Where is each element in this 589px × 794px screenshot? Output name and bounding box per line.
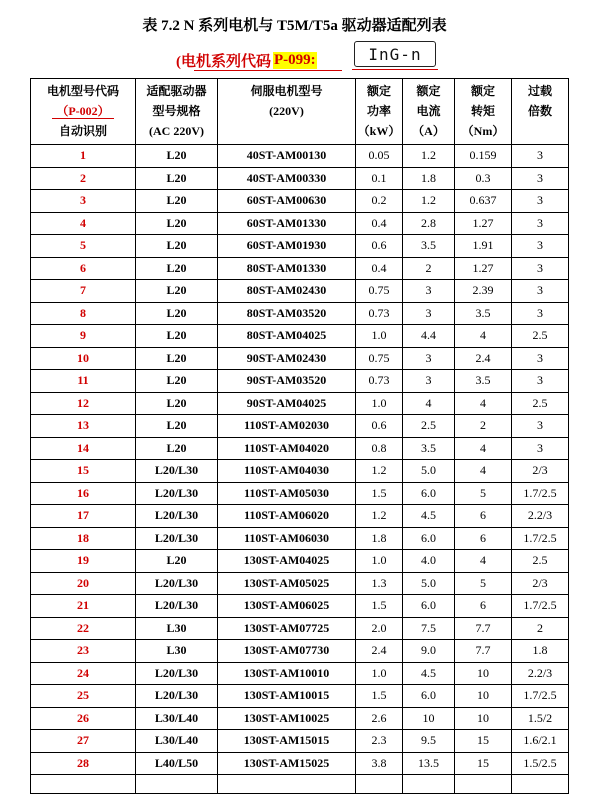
rated-current-cell: 3.5 <box>403 437 455 460</box>
driver-model-cell: L20 <box>136 325 218 348</box>
rated-torque-cell: 10 <box>455 707 512 730</box>
rated-current-cell: 4 <box>403 392 455 415</box>
driver-model-cell: L20/L30 <box>136 482 218 505</box>
header-overload-line2: 倍数 <box>527 104 552 118</box>
table-row <box>31 190 569 213</box>
motor-code-cell: 1 <box>31 145 136 168</box>
rated-torque-cell: 3.5 <box>455 302 512 325</box>
table-cell <box>31 775 136 794</box>
header-torque-line2: 转矩 <box>470 104 495 118</box>
rated-current-cell: 1.8 <box>403 167 455 190</box>
rated-torque-cell: 15 <box>455 730 512 753</box>
header-model <box>218 79 356 145</box>
rated-current-cell: 9.0 <box>403 640 455 663</box>
series-code-prefix: (电机系列代码 <box>176 53 271 70</box>
table-row <box>31 392 569 415</box>
motor-model-cell: 130ST-AM10025 <box>218 707 356 730</box>
rated-current-cell: 7.5 <box>403 617 455 640</box>
header-model-line1: 伺服电机型号 <box>250 84 323 98</box>
header-driver-line3: (AC 220V) <box>149 124 204 138</box>
motor-code-cell: 5 <box>31 235 136 258</box>
driver-model-cell: L30 <box>136 617 218 640</box>
motor-model-cell: 80ST-AM01330 <box>218 257 356 280</box>
motor-model-cell: 110ST-AM06030 <box>218 527 356 550</box>
table-row <box>31 572 569 595</box>
rated-torque-cell: 10 <box>455 685 512 708</box>
rated-torque-cell: 6 <box>455 505 512 528</box>
driver-model-cell: L20/L30 <box>136 572 218 595</box>
rated-power-cell: 0.4 <box>356 212 403 235</box>
driver-model-cell: L20/L30 <box>136 685 218 708</box>
rated-torque-cell: 6 <box>455 595 512 618</box>
overload-factor-cell: 1.6/2.1 <box>512 730 569 753</box>
series-code-underline <box>194 70 342 71</box>
header-driver <box>136 79 218 145</box>
motor-code-cell: 15 <box>31 460 136 483</box>
table-row <box>31 145 569 168</box>
motor-code-cell: 20 <box>31 572 136 595</box>
motor-model-cell: 110ST-AM02030 <box>218 415 356 438</box>
rated-current-cell: 6.0 <box>403 595 455 618</box>
driver-model-cell: L20 <box>136 167 218 190</box>
header-power <box>356 79 403 145</box>
rated-current-cell: 13.5 <box>403 752 455 775</box>
driver-model-cell: L20/L30 <box>136 505 218 528</box>
table-row <box>31 595 569 618</box>
table-row <box>31 617 569 640</box>
header-driver-line1: 适配驱动器 <box>146 84 207 98</box>
overload-factor-cell: 1.5/2 <box>512 707 569 730</box>
rated-power-cell: 1.5 <box>356 595 403 618</box>
header-current-line2: 电流 <box>416 104 441 118</box>
driver-model-cell: L20/L30 <box>136 527 218 550</box>
driver-model-cell: L20 <box>136 302 218 325</box>
overload-factor-cell: 1.8 <box>512 640 569 663</box>
table-cell <box>455 775 512 794</box>
overload-factor-cell: 3 <box>512 415 569 438</box>
rated-torque-cell: 7.7 <box>455 617 512 640</box>
rated-current-cell: 3 <box>403 302 455 325</box>
rated-current-cell: 6.0 <box>403 482 455 505</box>
rated-power-cell: 0.73 <box>356 370 403 393</box>
motor-code-cell: 13 <box>31 415 136 438</box>
rated-current-cell: 4.0 <box>403 550 455 573</box>
rated-power-cell: 0.75 <box>356 347 403 370</box>
rated-current-cell: 4.4 <box>403 325 455 348</box>
overload-factor-cell: 1.7/2.5 <box>512 685 569 708</box>
rated-torque-cell: 1.27 <box>455 257 512 280</box>
table-row <box>31 730 569 753</box>
driver-model-cell: L20 <box>136 190 218 213</box>
driver-model-cell: L20 <box>136 145 218 168</box>
overload-factor-cell: 3 <box>512 370 569 393</box>
lcd-underline <box>352 69 438 70</box>
overload-factor-cell: 3 <box>512 212 569 235</box>
motor-code-cell: 9 <box>31 325 136 348</box>
driver-model-cell: L20 <box>136 550 218 573</box>
table-row <box>31 550 569 573</box>
table-row <box>31 662 569 685</box>
rated-power-cell: 0.75 <box>356 280 403 303</box>
overload-factor-cell: 3 <box>512 145 569 168</box>
overload-factor-cell: 2.5 <box>512 392 569 415</box>
overload-factor-cell: 2.5 <box>512 550 569 573</box>
overload-factor-cell: 1.7/2.5 <box>512 595 569 618</box>
rated-power-cell: 1.2 <box>356 505 403 528</box>
rated-current-cell: 3.5 <box>403 235 455 258</box>
overload-factor-cell: 2.5 <box>512 325 569 348</box>
rated-power-cell: 2.6 <box>356 707 403 730</box>
motor-model-cell: 40ST-AM00130 <box>218 145 356 168</box>
table-row <box>31 370 569 393</box>
table-row <box>31 482 569 505</box>
motor-model-cell: 130ST-AM05025 <box>218 572 356 595</box>
motor-code-cell: 2 <box>31 167 136 190</box>
overload-factor-cell: 2.2/3 <box>512 505 569 528</box>
motor-code-cell: 17 <box>31 505 136 528</box>
table-row <box>31 325 569 348</box>
table-row <box>31 527 569 550</box>
rated-torque-cell: 6 <box>455 527 512 550</box>
table-row <box>31 212 569 235</box>
motor-model-cell: 90ST-AM04025 <box>218 392 356 415</box>
header-motor-code-line1: 电机型号代码 <box>46 84 119 98</box>
rated-current-cell: 5.0 <box>403 460 455 483</box>
rated-power-cell: 1.0 <box>356 392 403 415</box>
header-model-line2: (220V) <box>269 104 304 118</box>
header-power-line2: 功率 <box>366 104 391 118</box>
rated-torque-cell: 1.27 <box>455 212 512 235</box>
rated-torque-cell: 4 <box>455 550 512 573</box>
overload-factor-cell: 1.7/2.5 <box>512 527 569 550</box>
overload-factor-cell: 3 <box>512 190 569 213</box>
motor-code-cell: 25 <box>31 685 136 708</box>
rated-current-cell: 2.8 <box>403 212 455 235</box>
table-row <box>31 685 569 708</box>
motor-model-cell: 60ST-AM00630 <box>218 190 356 213</box>
motor-model-cell: 80ST-AM02430 <box>218 280 356 303</box>
motor-model-cell: 110ST-AM04020 <box>218 437 356 460</box>
motor-code-cell: 4 <box>31 212 136 235</box>
rated-current-cell: 4.5 <box>403 662 455 685</box>
motor-code-cell: 19 <box>31 550 136 573</box>
rated-torque-cell: 1.91 <box>455 235 512 258</box>
rated-power-cell: 0.2 <box>356 190 403 213</box>
motor-code-cell: 28 <box>31 752 136 775</box>
rated-torque-cell: 2 <box>455 415 512 438</box>
motor-model-cell: 130ST-AM15025 <box>218 752 356 775</box>
motor-code-cell: 7 <box>31 280 136 303</box>
motor-model-cell: 60ST-AM01330 <box>218 212 356 235</box>
motor-model-cell: 130ST-AM15015 <box>218 730 356 753</box>
table-row <box>31 437 569 460</box>
rated-power-cell: 1.3 <box>356 572 403 595</box>
driver-model-cell: L30/L40 <box>136 730 218 753</box>
overload-factor-cell: 3 <box>512 235 569 258</box>
rated-torque-cell: 0.3 <box>455 167 512 190</box>
overload-factor-cell: 1.7/2.5 <box>512 482 569 505</box>
motor-model-cell: 130ST-AM06025 <box>218 595 356 618</box>
rated-current-cell: 4.5 <box>403 505 455 528</box>
header-torque <box>455 79 512 145</box>
motor-code-cell: 24 <box>31 662 136 685</box>
motor-model-cell: 80ST-AM03520 <box>218 302 356 325</box>
motor-model-cell: 130ST-AM07725 <box>218 617 356 640</box>
table-row <box>31 415 569 438</box>
rated-power-cell: 1.0 <box>356 325 403 348</box>
motor-code-cell: 14 <box>31 437 136 460</box>
rated-current-cell: 1.2 <box>403 190 455 213</box>
series-code-label <box>176 48 317 72</box>
header-motor-code <box>31 79 136 145</box>
driver-model-cell: L20 <box>136 280 218 303</box>
motor-code-cell: 18 <box>31 527 136 550</box>
rated-power-cell: 1.5 <box>356 685 403 708</box>
header-motor-code-line3: 自动识别 <box>58 124 107 138</box>
series-code-param: P-099: <box>274 51 316 68</box>
header-current <box>403 79 455 145</box>
table-cell <box>512 775 569 794</box>
overload-factor-cell: 3 <box>512 167 569 190</box>
table-row <box>31 707 569 730</box>
table-row <box>31 235 569 258</box>
header-overload <box>512 79 569 145</box>
rated-current-cell: 6.0 <box>403 527 455 550</box>
rated-current-cell: 3 <box>403 370 455 393</box>
table-row <box>31 640 569 663</box>
table-row <box>31 280 569 303</box>
rated-current-cell: 2.5 <box>403 415 455 438</box>
driver-model-cell: L20 <box>136 415 218 438</box>
driver-model-cell: L40/L50 <box>136 752 218 775</box>
motor-code-cell: 22 <box>31 617 136 640</box>
overload-factor-cell: 3 <box>512 257 569 280</box>
rated-current-cell: 10 <box>403 707 455 730</box>
header-current-line3: （A） <box>412 124 445 138</box>
rated-torque-cell: 4 <box>455 392 512 415</box>
rated-torque-cell: 5 <box>455 482 512 505</box>
overload-factor-cell: 3 <box>512 280 569 303</box>
motor-code-cell: 3 <box>31 190 136 213</box>
rated-torque-cell: 10 <box>455 662 512 685</box>
motor-code-cell: 10 <box>31 347 136 370</box>
table-cell <box>136 775 218 794</box>
rated-current-cell: 3 <box>403 280 455 303</box>
motor-code-cell: 21 <box>31 595 136 618</box>
header-motor-code-line2: （P-002） <box>52 104 113 119</box>
table-cell <box>218 775 356 794</box>
rated-current-cell: 6.0 <box>403 685 455 708</box>
rated-power-cell: 1.0 <box>356 662 403 685</box>
driver-model-cell: L20/L30 <box>136 595 218 618</box>
overload-factor-cell: 1.5/2.5 <box>512 752 569 775</box>
overload-factor-cell: 3 <box>512 302 569 325</box>
motor-model-cell: 130ST-AM10015 <box>218 685 356 708</box>
motor-code-cell: 26 <box>31 707 136 730</box>
overload-factor-cell: 2/3 <box>512 460 569 483</box>
table-row <box>31 167 569 190</box>
motor-code-cell: 23 <box>31 640 136 663</box>
driver-model-cell: L20 <box>136 212 218 235</box>
rated-power-cell: 2.4 <box>356 640 403 663</box>
overload-factor-cell: 2.2/3 <box>512 662 569 685</box>
rated-power-cell: 1.5 <box>356 482 403 505</box>
header-torque-line1: 额定 <box>470 84 495 98</box>
driver-model-cell: L20/L30 <box>136 662 218 685</box>
rated-torque-cell: 5 <box>455 572 512 595</box>
motor-model-cell: 130ST-AM07730 <box>218 640 356 663</box>
driver-model-cell: L20 <box>136 437 218 460</box>
driver-model-cell: L20 <box>136 257 218 280</box>
motor-model-cell: 110ST-AM06020 <box>218 505 356 528</box>
table-row <box>31 347 569 370</box>
rated-torque-cell: 2.4 <box>455 347 512 370</box>
motor-model-cell: 130ST-AM10010 <box>218 662 356 685</box>
rated-torque-cell: 4 <box>455 460 512 483</box>
table-row <box>31 752 569 775</box>
motor-code-cell: 12 <box>31 392 136 415</box>
driver-model-cell: L20 <box>136 370 218 393</box>
rated-torque-cell: 0.637 <box>455 190 512 213</box>
overload-factor-cell: 2/3 <box>512 572 569 595</box>
page-title: 表 7.2 N 系列电机与 T5M/T5a 驱动器适配列表 <box>142 18 447 34</box>
table-cell <box>356 775 403 794</box>
overload-factor-cell: 3 <box>512 347 569 370</box>
overload-factor-cell: 2 <box>512 617 569 640</box>
table-row-empty <box>31 775 569 794</box>
rated-torque-cell: 15 <box>455 752 512 775</box>
motor-model-cell: 40ST-AM00330 <box>218 167 356 190</box>
rated-current-cell: 3 <box>403 347 455 370</box>
rated-torque-cell: 2.39 <box>455 280 512 303</box>
header-power-line1: 额定 <box>366 84 391 98</box>
rated-power-cell: 0.6 <box>356 235 403 258</box>
motor-code-cell: 16 <box>31 482 136 505</box>
rated-power-cell: 0.8 <box>356 437 403 460</box>
table-cell <box>403 775 455 794</box>
rated-current-cell: 5.0 <box>403 572 455 595</box>
rated-power-cell: 3.8 <box>356 752 403 775</box>
rated-current-cell: 9.5 <box>403 730 455 753</box>
driver-model-cell: L30 <box>136 640 218 663</box>
rated-power-cell: 0.6 <box>356 415 403 438</box>
driver-model-cell: L20 <box>136 347 218 370</box>
motor-model-cell: 130ST-AM04025 <box>218 550 356 573</box>
lcd-display: InG-n <box>354 41 436 67</box>
rated-power-cell: 1.2 <box>356 460 403 483</box>
overload-factor-cell: 3 <box>512 437 569 460</box>
rated-torque-cell: 4 <box>455 325 512 348</box>
motor-model-cell: 90ST-AM02430 <box>218 347 356 370</box>
rated-torque-cell: 0.159 <box>455 145 512 168</box>
motor-code-cell: 8 <box>31 302 136 325</box>
rated-current-cell: 2 <box>403 257 455 280</box>
motor-model-cell: 80ST-AM04025 <box>218 325 356 348</box>
motor-driver-table <box>30 78 569 794</box>
motor-model-cell: 110ST-AM04030 <box>218 460 356 483</box>
header-power-line3: （kW） <box>357 124 401 138</box>
motor-model-cell: 60ST-AM01930 <box>218 235 356 258</box>
rated-torque-cell: 7.7 <box>455 640 512 663</box>
table-body <box>31 145 569 794</box>
motor-code-cell: 11 <box>31 370 136 393</box>
motor-model-cell: 90ST-AM03520 <box>218 370 356 393</box>
rated-power-cell: 0.4 <box>356 257 403 280</box>
table-row <box>31 460 569 483</box>
driver-model-cell: L20/L30 <box>136 460 218 483</box>
driver-model-cell: L20 <box>136 392 218 415</box>
motor-code-cell: 27 <box>31 730 136 753</box>
rated-torque-cell: 3.5 <box>455 370 512 393</box>
table-header-row <box>31 79 569 145</box>
header-torque-line3: （Nm） <box>461 124 505 138</box>
rated-power-cell: 0.1 <box>356 167 403 190</box>
table-row <box>31 257 569 280</box>
rated-power-cell: 1.0 <box>356 550 403 573</box>
driver-model-cell: L20 <box>136 235 218 258</box>
rated-power-cell: 1.8 <box>356 527 403 550</box>
rated-current-cell: 1.2 <box>403 145 455 168</box>
table-row <box>31 302 569 325</box>
rated-torque-cell: 4 <box>455 437 512 460</box>
motor-model-cell: 110ST-AM05030 <box>218 482 356 505</box>
header-driver-line2: 型号规格 <box>152 104 201 118</box>
header-overload-line1: 过载 <box>527 84 552 98</box>
table-row <box>31 505 569 528</box>
motor-code-cell: 6 <box>31 257 136 280</box>
rated-power-cell: 0.05 <box>356 145 403 168</box>
driver-model-cell: L30/L40 <box>136 707 218 730</box>
rated-power-cell: 2.0 <box>356 617 403 640</box>
rated-power-cell: 2.3 <box>356 730 403 753</box>
header-current-line1: 额定 <box>416 84 441 98</box>
rated-power-cell: 0.73 <box>356 302 403 325</box>
